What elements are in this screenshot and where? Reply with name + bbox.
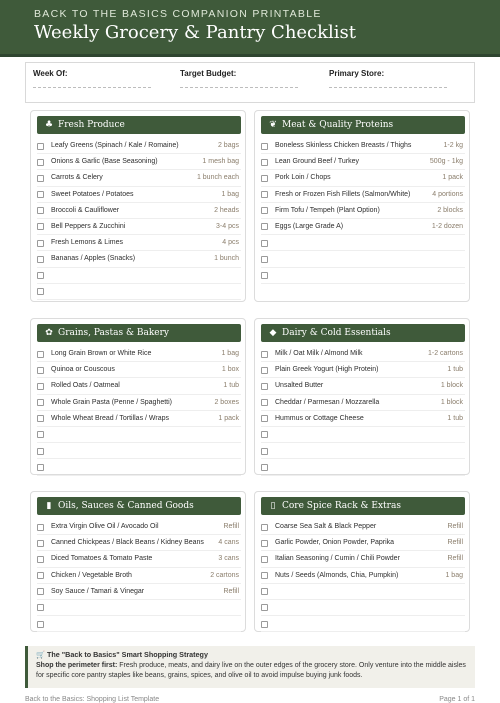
checklist-row <box>37 427 241 443</box>
section-header <box>261 497 465 515</box>
item-name: Unsalted Butter <box>275 382 324 390</box>
item-checkbox[interactable] <box>37 431 44 438</box>
item-quantity: 3 cans <box>218 555 239 563</box>
checklist-row <box>37 443 241 459</box>
section-dairy-cold <box>254 318 470 475</box>
section-title: Meat & Quality Proteins <box>282 120 394 130</box>
item-name: Milk / Oat Milk / Almond Milk <box>275 350 363 357</box>
section-header <box>261 324 465 342</box>
checklist-row <box>37 203 241 219</box>
item-name: Soy Sauce / Tamari & Vinegar <box>51 587 145 595</box>
checklist-row <box>261 251 465 267</box>
item-checkbox[interactable] <box>37 464 44 471</box>
item-name: Pork Loin / Chops <box>275 174 331 182</box>
item-checkbox[interactable] <box>37 159 44 166</box>
checklist-row <box>261 584 465 600</box>
item-list <box>37 346 241 476</box>
checklist-row <box>37 284 241 300</box>
item-checkbox[interactable] <box>37 367 44 374</box>
item-name: Cheddar / Parmesan / Mozzarella <box>275 398 380 406</box>
item-name: Leafy Greens (Spinach / Kale / Romaine) <box>51 142 179 149</box>
item-quantity: 1 bag <box>445 571 463 579</box>
item-name: Whole Wheat Bread / Tortillas / Wraps <box>51 414 170 422</box>
item-checkbox[interactable] <box>261 415 268 422</box>
item-name: Firm Tofu / Tempeh (Plant Option) <box>275 206 380 214</box>
item-checkbox[interactable] <box>261 175 268 182</box>
checklist-row <box>37 170 241 186</box>
item-quantity: 1 bunch <box>214 255 239 263</box>
item-checkbox[interactable] <box>261 191 268 198</box>
checklist-row <box>37 459 241 475</box>
section-meat-proteins <box>254 110 470 302</box>
primary-store-label: Primary Store: <box>329 69 385 78</box>
item-name: Rolled Oats / Oatmeal <box>51 382 120 390</box>
item-name: Coarse Sea Salt & Black Pepper <box>275 523 377 530</box>
item-quantity: 2 cartons <box>210 571 239 579</box>
item-checkbox[interactable] <box>37 415 44 422</box>
checklist-row <box>37 362 241 378</box>
checklist-row <box>37 568 241 584</box>
item-checkbox[interactable] <box>37 175 44 182</box>
item-checkbox[interactable] <box>37 191 44 198</box>
checklist-row <box>261 138 465 154</box>
checklist-row <box>37 235 241 251</box>
wheat-icon: ✿ <box>45 328 53 338</box>
item-checkbox[interactable] <box>37 572 44 579</box>
checklist-row <box>37 138 241 154</box>
section-header <box>37 116 241 134</box>
week-of-label: Week Of: <box>33 69 68 78</box>
checklist-row <box>261 362 465 378</box>
strategy-title-line <box>36 650 467 659</box>
page-title: Weekly Grocery & Pantry Checklist <box>34 22 357 43</box>
item-checkbox[interactable] <box>37 399 44 406</box>
section-title: Core Spice Rack & Extras <box>282 501 401 511</box>
item-checkbox[interactable] <box>261 143 268 150</box>
shopping-strategy-note <box>25 646 475 688</box>
section-header <box>37 324 241 342</box>
item-quantity: 1 pack <box>218 414 239 422</box>
checklist-row <box>261 235 465 251</box>
item-name: Garlic Powder, Onion Powder, Paprika <box>275 539 395 547</box>
item-name: Sweet Potatoes / Potatoes <box>51 190 134 198</box>
item-checkbox[interactable] <box>261 367 268 374</box>
checklist-row <box>261 568 465 584</box>
item-checkbox[interactable] <box>37 256 44 263</box>
checklist-row <box>261 411 465 427</box>
item-checkbox[interactable] <box>261 464 268 471</box>
checklist-row <box>37 268 241 284</box>
section-fresh-produce <box>30 110 246 302</box>
item-name: Eggs (Large Grade A) <box>275 222 344 230</box>
item-name: Whole Grain Pasta (Penne / Spaghetti) <box>51 398 173 406</box>
section-title: Fresh Produce <box>58 120 125 130</box>
checklist-row <box>37 154 241 170</box>
checklist-row <box>37 551 241 567</box>
item-quantity: 4 pcs <box>222 239 239 247</box>
checklist-row <box>37 616 241 632</box>
checklist-row <box>261 154 465 170</box>
strategy-lead: Shop the perimeter first: <box>36 662 118 669</box>
checklist-row <box>261 203 465 219</box>
cart-icon: 🛒 <box>36 650 47 659</box>
checklist-row <box>37 395 241 411</box>
item-name: Bananas / Apples (Snacks) <box>51 255 136 263</box>
item-quantity: 1 bag <box>221 350 239 357</box>
broccoli-icon: ♣ <box>44 120 54 130</box>
item-checkbox[interactable] <box>37 272 44 279</box>
item-name: Extra Virgin Olive Oil / Avocado Oil <box>51 523 159 530</box>
item-name: Lean Ground Beef / Turkey <box>275 158 360 166</box>
checklist-row <box>261 395 465 411</box>
item-list <box>37 519 241 632</box>
item-quantity: 2 heads <box>214 206 239 214</box>
checklist-row <box>261 519 465 535</box>
item-quantity: 1 tub <box>447 366 463 374</box>
primary-store-field[interactable] <box>329 69 469 88</box>
item-checkbox[interactable] <box>261 256 268 263</box>
item-name: Carrots & Celery <box>51 174 103 182</box>
item-quantity: 4 portions <box>432 190 463 198</box>
section-spice-rack <box>254 491 470 632</box>
item-checkbox[interactable] <box>261 524 268 531</box>
item-checkbox[interactable] <box>261 556 268 563</box>
item-name: Diced Tomatoes & Tomato Paste <box>51 555 153 563</box>
item-checkbox[interactable] <box>261 621 268 628</box>
item-name: Fresh Lemons & Limes <box>51 239 123 247</box>
salt-shaker-icon: ▯ <box>270 501 276 511</box>
item-checkbox[interactable] <box>37 240 44 247</box>
item-quantity: 2 boxes <box>214 398 239 406</box>
section-header <box>37 497 241 515</box>
section-title: Grains, Pastas & Bakery <box>58 328 169 338</box>
item-quantity: 2 bags <box>217 142 239 149</box>
item-quantity: 1-2 dozen <box>431 222 463 230</box>
checklist-row <box>261 268 465 284</box>
item-list <box>261 346 465 476</box>
strategy-body: Fresh produce, meats, and dairy live on the outer edges of the grocery store. Only venture into the middle aisles for specific core pantry staples like beans, grains, spices, and olive oil to avoid impulse buying junk foods. <box>36 662 466 679</box>
item-name: Canned Chickpeas / Black Beans / Kidney Beans <box>51 539 204 547</box>
item-checkbox[interactable] <box>37 604 44 611</box>
item-name: Boneless Skinless Chicken Breasts / Thighs <box>275 142 412 149</box>
item-checkbox[interactable] <box>37 556 44 563</box>
target-budget-label: Target Budget: <box>180 69 237 78</box>
planning-fields <box>25 62 475 103</box>
checklist-row <box>261 459 465 475</box>
checklist-row <box>37 600 241 616</box>
checklist-row <box>37 187 241 203</box>
section-header <box>261 116 465 134</box>
item-name: Hummus or Cottage Cheese <box>275 414 364 422</box>
item-quantity: 3-4 pcs <box>216 222 239 230</box>
item-list <box>37 138 241 300</box>
checklist-row <box>37 584 241 600</box>
footer-page-number: Page 1 of 1 <box>439 696 475 703</box>
item-quantity: Refill <box>223 587 239 595</box>
item-checkbox[interactable] <box>261 588 268 595</box>
item-list <box>261 519 465 632</box>
checklist-row <box>37 346 241 362</box>
item-checkbox[interactable] <box>37 621 44 628</box>
footer-template-name: Back to the Basics: Shopping List Template <box>25 696 160 703</box>
strategy-title: The "Back to Basics" Smart Shopping Strategy <box>46 650 208 659</box>
checklist-row <box>261 187 465 203</box>
item-quantity: 500g - 1kg <box>429 158 463 166</box>
checklist-row <box>261 443 465 459</box>
item-name: Onions & Garlic (Base Seasoning) <box>51 158 158 166</box>
strategy-text <box>36 661 467 681</box>
checklist-row <box>261 600 465 616</box>
item-checkbox[interactable] <box>261 383 268 390</box>
item-checkbox[interactable] <box>261 159 268 166</box>
item-list <box>261 138 465 284</box>
week-of-line <box>33 87 151 88</box>
item-quantity: 1 tub <box>447 414 463 422</box>
item-checkbox[interactable] <box>261 431 268 438</box>
cheese-icon: ◆ <box>269 328 277 338</box>
item-name: Nuts / Seeds (Almonds, Chia, Pumpkin) <box>275 571 399 579</box>
item-quantity: 1 mesh bag <box>202 158 239 166</box>
item-checkbox[interactable] <box>37 448 44 455</box>
item-checkbox[interactable] <box>37 588 44 595</box>
item-name: Broccoli & Cauliflower <box>51 206 120 214</box>
week-of-field[interactable] <box>33 69 173 88</box>
target-budget-field[interactable] <box>180 69 320 88</box>
item-checkbox[interactable] <box>261 223 268 230</box>
item-checkbox[interactable] <box>37 540 44 547</box>
item-quantity: Refill <box>447 555 463 563</box>
item-checkbox[interactable] <box>261 572 268 579</box>
item-quantity: 1 block <box>440 382 463 390</box>
item-name: Plain Greek Yogurt (High Protein) <box>275 366 379 374</box>
checklist-row <box>261 346 465 362</box>
checklist-row <box>261 551 465 567</box>
item-checkbox[interactable] <box>261 351 268 358</box>
can-icon: ▮ <box>46 501 52 511</box>
item-quantity: Refill <box>447 523 463 530</box>
item-checkbox[interactable] <box>37 351 44 358</box>
checklist-row <box>37 251 241 267</box>
item-name: Chicken / Vegetable Broth <box>51 571 132 579</box>
item-checkbox[interactable] <box>261 448 268 455</box>
section-grains-pastas-bakery <box>30 318 246 475</box>
item-checkbox[interactable] <box>37 223 44 230</box>
target-budget-line <box>180 87 298 88</box>
item-quantity: 1 box <box>221 366 239 374</box>
checklist-row <box>261 170 465 186</box>
item-quantity: 2 blocks <box>437 206 463 214</box>
checklist-row <box>261 219 465 235</box>
item-name: Bell Peppers & Zucchini <box>51 222 126 230</box>
item-quantity: 1 bunch each <box>196 174 239 182</box>
item-checkbox[interactable] <box>261 207 268 214</box>
section-title: Oils, Sauces & Canned Goods <box>58 501 194 511</box>
section-oils-sauces-canned <box>30 491 246 632</box>
section-title: Dairy & Cold Essentials <box>282 328 391 338</box>
item-checkbox[interactable] <box>261 540 268 547</box>
item-quantity: 1 tub <box>223 382 239 390</box>
item-checkbox[interactable] <box>37 383 44 390</box>
checklist-row <box>261 616 465 632</box>
checklist-row <box>37 378 241 394</box>
item-checkbox[interactable] <box>37 288 44 295</box>
item-quantity: 1-2 kg <box>443 142 463 149</box>
primary-store-line <box>329 87 447 88</box>
item-quantity: 1 block <box>440 398 463 406</box>
item-checkbox[interactable] <box>37 207 44 214</box>
item-checkbox[interactable] <box>261 272 268 279</box>
item-quantity: Refill <box>223 523 239 530</box>
item-checkbox[interactable] <box>37 524 44 531</box>
page-header <box>0 0 500 57</box>
checklist-row <box>37 535 241 551</box>
item-checkbox[interactable] <box>261 604 268 611</box>
item-checkbox[interactable] <box>37 143 44 150</box>
item-name: Italian Seasoning / Cumin / Chili Powder <box>275 555 400 563</box>
item-name: Long Grain Brown or White Rice <box>51 350 152 357</box>
item-name: Fresh or Frozen Fish Fillets (Salmon/White) <box>275 190 411 198</box>
checklist-row <box>261 427 465 443</box>
item-quantity: Refill <box>447 539 463 547</box>
checklist-row <box>37 411 241 427</box>
drumstick-icon: ❦ <box>269 120 277 130</box>
item-quantity: 1 bag <box>221 190 239 198</box>
item-name: Quinoa or Couscous <box>51 366 115 374</box>
item-quantity: 1-2 cartons <box>427 350 463 357</box>
item-quantity: 1 pack <box>442 174 463 182</box>
checklist-row <box>37 219 241 235</box>
item-checkbox[interactable] <box>261 399 268 406</box>
header-kicker: BACK TO THE BASICS COMPANION PRINTABLE <box>34 8 322 20</box>
checklist-row <box>37 519 241 535</box>
item-quantity: 4 cans <box>218 539 239 547</box>
checklist-row <box>261 378 465 394</box>
item-checkbox[interactable] <box>261 240 268 247</box>
checklist-row <box>261 535 465 551</box>
